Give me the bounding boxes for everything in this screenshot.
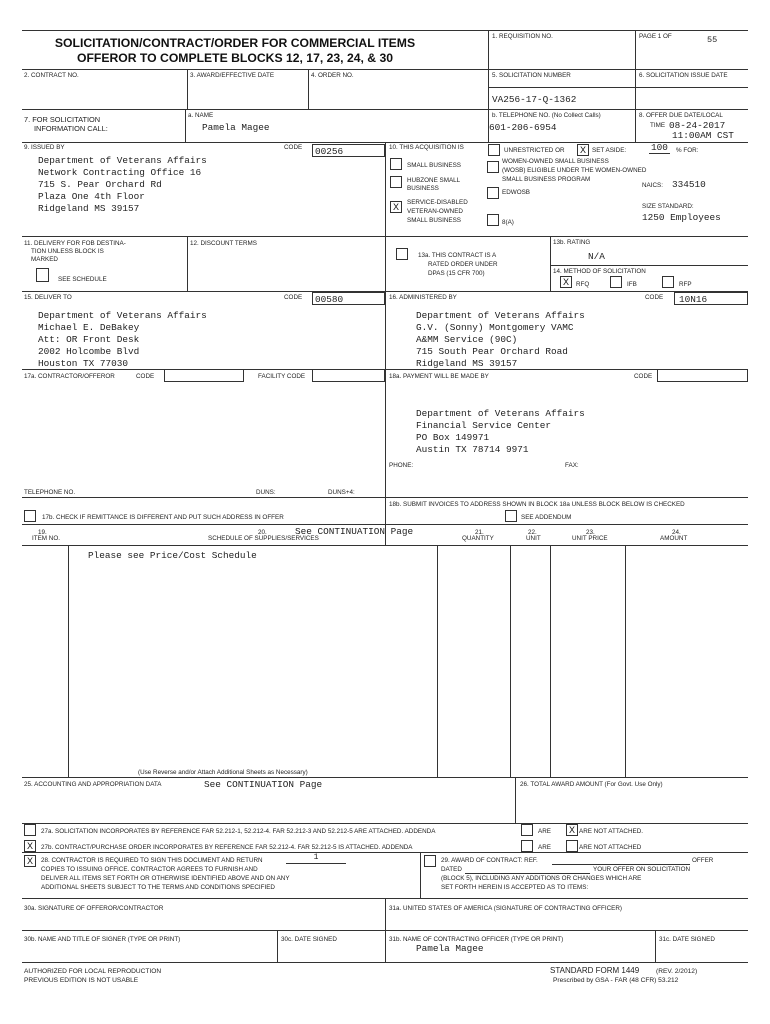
clause-29-offer: OFFER — [692, 857, 714, 864]
clause-28-line2: COPIES TO ISSUING OFFICE. CONTRACTOR AGREES TO FURNISH AND — [41, 866, 258, 873]
eight-a-checkbox[interactable] — [487, 214, 499, 226]
payment-code-label: CODE — [634, 373, 653, 380]
rule — [437, 545, 438, 777]
delivery-label-3: MARKED — [31, 256, 58, 263]
rule — [550, 545, 551, 777]
clause-27b-text: 27b. CONTRACT/PURCHASE ORDER INCORPORATES BY REFERENCE FAR 52.212-4. FAR 52.212-5 IS ATTACHED. ADDENDA — [41, 844, 413, 851]
issue-date-label: 6. SOLICITATION ISSUE DATE — [639, 72, 728, 79]
payment-line: Financial Service Center — [416, 420, 552, 431]
contract-no-label: 2. CONTRACT NO. — [24, 72, 79, 79]
ifb-label: IFB — [627, 281, 637, 288]
clause-27a-are-checkbox[interactable] — [521, 824, 533, 836]
admin-code-value: 10N16 — [679, 294, 708, 305]
footer-edition: PREVIOUS EDITION IS NOT USABLE — [24, 977, 139, 984]
naics-value[interactable]: 334510 — [672, 179, 706, 190]
clause-29-checkbox[interactable] — [424, 855, 436, 867]
rule — [68, 545, 69, 777]
discount-terms-label: 12. DISCOUNT TERMS — [190, 240, 257, 247]
clause-27b-checkbox[interactable]: X — [24, 840, 36, 852]
contracting-officer-name[interactable]: Pamela Magee — [416, 943, 484, 954]
addendum-checkbox[interactable] — [505, 510, 517, 522]
administered-by-line: A&MM Service (90C) — [416, 334, 518, 345]
deliver-to-line: Michael E. DeBakey — [38, 322, 140, 333]
contracting-officer-label: 31b. NAME OF CONTRACTING OFFICER (TYPE OR PRINT) — [389, 936, 564, 943]
edwosb-label: EDWOSB — [502, 189, 530, 196]
clause-29-line2b: YOUR OFFER ON SOLICITATION — [593, 866, 691, 873]
issued-by-line: 715 S. Pear Orchard Rd — [38, 179, 162, 190]
wosb-label-2: (WOSB) ELIGIBLE UNDER THE WOMEN-OWNED — [502, 167, 647, 174]
clause-29-line1: 29. AWARD OF CONTRACT: REF. — [441, 857, 538, 864]
issued-by-line: Ridgeland MS 39157 — [38, 203, 140, 214]
rating-label: 13b. RATING — [553, 239, 591, 246]
facility-code-box[interactable] — [312, 369, 385, 382]
issued-code-value: 00256 — [315, 146, 344, 157]
issued-code-label: CODE — [284, 144, 303, 151]
contractor-code-box[interactable] — [164, 369, 244, 382]
issued-by-label: 9. ISSUED BY — [24, 144, 65, 151]
telephone-label: TELEPHONE NO. — [24, 489, 76, 496]
rfp-checkbox[interactable] — [662, 276, 674, 288]
deliver-to-label: 15. DELIVER TO — [24, 294, 72, 301]
col22-label: UNIT — [526, 535, 541, 542]
delivery-label-1: 11. DELIVERY FOR FOB DESTINA- — [24, 240, 126, 247]
clause-27a-checkbox[interactable] — [24, 824, 36, 836]
administered-by-line: G.V. (Sonny) Montgomery VAMC — [416, 322, 574, 333]
percent-value[interactable]: 100 — [651, 142, 668, 153]
rule — [22, 962, 748, 963]
ifb-checkbox[interactable] — [610, 276, 622, 288]
rule — [22, 823, 748, 824]
naics-label: NAICS: — [642, 182, 663, 189]
col20-value: See CONTINUATION Page — [295, 526, 414, 537]
sdvosb-label-1: SERVICE-DISABLED — [407, 199, 468, 206]
rule — [22, 109, 748, 110]
rated-order-checkbox[interactable] — [396, 248, 408, 260]
rule — [385, 898, 386, 962]
eight-a-label: 8(A) — [502, 219, 514, 226]
rule — [185, 109, 186, 142]
method-label: 14. METHOD OF SOLICITATION — [553, 268, 646, 275]
deliver-to-line: Department of Veterans Affairs — [38, 310, 207, 321]
addendum-label: SEE ADDENDUM — [521, 514, 572, 521]
clause-28-copies[interactable]: 1 — [286, 852, 346, 864]
clause-27a-not-checkbox[interactable]: X — [566, 824, 578, 836]
wosb-label-3: SMALL BUSINESS PROGRAM — [502, 176, 591, 183]
total-award-label: 26. TOTAL AWARD AMOUNT (For Govt. Use Only) — [520, 781, 663, 788]
payment-label: 18a. PAYMENT WILL BE MADE BY — [389, 373, 489, 380]
footer-form-rev: (REV. 2/2012) — [656, 968, 698, 975]
facility-code-label: FACILITY CODE — [258, 373, 306, 380]
col23-label: UNIT PRICE — [572, 535, 608, 542]
deliver-code-box[interactable] — [312, 292, 385, 305]
phone-label: b. TELEPHONE NO. (No Collect Calls) — [492, 112, 601, 119]
rule — [385, 497, 386, 545]
deliver-to-line: Att: OR Front Desk — [38, 334, 140, 345]
clause-28-checkbox[interactable]: X — [24, 855, 36, 867]
signature-30a-label: 30a. SIGNATURE OF OFFEROR/CONTRACTOR — [24, 905, 164, 912]
duns4-label: DUNS+4: — [328, 489, 355, 496]
rfq-checkbox[interactable]: X — [560, 276, 572, 288]
due-label: 8. OFFER DUE DATE/LOCAL — [639, 112, 723, 119]
rated-label-3: DPAS (15 CFR 700) — [428, 270, 485, 277]
contractor-code-label: CODE — [136, 373, 155, 380]
col19-num: 19. — [38, 529, 47, 536]
clause-29-dated: DATED — [441, 866, 462, 873]
admin-code-label: CODE — [645, 294, 664, 301]
solicitation-no-value[interactable]: VA256-17-Q-1362 — [492, 94, 577, 105]
col20-label: SCHEDULE OF SUPPLIES/SERVICES — [208, 535, 319, 542]
col23-num: 23. — [586, 529, 595, 536]
admin-code-box[interactable] — [674, 292, 748, 305]
hubzone-label-2: BUSINESS — [407, 185, 439, 192]
remittance-label: 17b. CHECK IF REMITTANCE IS DIFFERENT AND PUT SUCH ADDRESS IN OFFER — [42, 514, 284, 521]
rule — [385, 142, 386, 497]
footer-prescribed: Prescribed by GSA - FAR (48 CFR) 53.212 — [553, 977, 679, 984]
duns-label: DUNS: — [256, 489, 276, 496]
rule — [308, 69, 309, 109]
rated-label-2: RATED ORDER UNDER — [428, 261, 498, 268]
page-total: 55 — [707, 35, 718, 45]
deliver-code-value: 00580 — [315, 294, 344, 305]
set-aside-label: SET ASIDE: — [592, 147, 627, 154]
rule — [187, 69, 188, 109]
order-no-label: 4. ORDER NO. — [311, 72, 354, 79]
rule — [550, 265, 748, 266]
clause-27a-text: 27a. SOLICITATION INCORPORATES BY REFERENCE FAR 52.212-1, 52.212-4. FAR 52.212-3 AND 52.212-5 ARE ATTACHED. ADDENDA — [41, 828, 436, 835]
issued-by-line: Department of Veterans Affairs — [38, 155, 207, 166]
administered-by-line: 715 South Pear Orchard Road — [416, 346, 568, 357]
schedule-body-text: Please see Price/Cost Schedule — [88, 550, 257, 561]
small-business-label: SMALL BUSINESS — [407, 162, 462, 169]
sdvosb-label-3: SMALL BUSINESS — [407, 217, 462, 224]
clause-27b-not: ARE NOT ATTACHED — [579, 844, 642, 851]
payment-phone-label: PHONE: — [389, 462, 414, 469]
hubzone-checkbox[interactable] — [390, 176, 402, 188]
rule — [465, 873, 590, 874]
rated-label-1: 13a. THIS CONTRACT IS A — [418, 252, 497, 259]
reverse-note: (Use Reverse and/or Attach Additional Sheets as Necessary) — [138, 769, 308, 776]
col20-num: 20. — [258, 529, 267, 536]
rule — [515, 777, 516, 823]
rfp-label: RFP — [679, 281, 692, 288]
signer-name-label: 30b. NAME AND TITLE OF SIGNER (TYPE OR PRINT) — [24, 936, 181, 943]
clause-28-line4: ADDITIONAL SHEETS SUBJECT TO THE TERMS AND CONDITIONS SPECIFIED — [41, 884, 275, 891]
rule — [22, 69, 748, 70]
col24-num: 24. — [672, 529, 681, 536]
sdvosb-checkbox[interactable]: X — [390, 201, 402, 213]
rule — [277, 930, 278, 962]
page-label: PAGE 1 OF — [639, 33, 672, 40]
award-date-label: 3. AWARD/EFFECTIVE DATE — [190, 72, 275, 79]
rule — [22, 852, 748, 853]
clause-27a-are: ARE — [538, 828, 551, 835]
payment-line: PO Box 149971 — [416, 432, 490, 443]
percent-label: % FOR: — [676, 147, 699, 154]
clause-27a-not: ARE NOT ATTACHED. — [579, 828, 644, 835]
unrestricted-label: UNRESTRICTED OR — [504, 147, 565, 154]
solicitation-no-label: 5. SOLICITATION NUMBER — [492, 72, 571, 79]
accounting-label: 25. ACCOUNTING AND APPROPRIATION DATA — [24, 781, 162, 788]
col21-num: 21. — [475, 529, 484, 536]
rule — [552, 864, 690, 865]
wosb-label-1: WOMEN-OWNED SMALL BUSINESS — [502, 158, 609, 165]
payment-line: Department of Veterans Affairs — [416, 408, 585, 419]
col24-label: AMOUNT — [660, 535, 688, 542]
rule — [488, 87, 748, 88]
rfq-label: RFQ — [576, 281, 590, 288]
see-schedule-checkbox[interactable] — [36, 268, 49, 282]
deliver-to-line: Houston TX 77030 — [38, 358, 129, 369]
footer-reproduction: AUTHORIZED FOR LOCAL REPRODUCTION — [24, 968, 162, 975]
unrestricted-checkbox[interactable] — [488, 144, 500, 156]
date-signed-30c-label: 30c. DATE SIGNED — [281, 936, 337, 943]
due-date[interactable]: 08-24-2017 — [669, 120, 726, 131]
remittance-checkbox[interactable] — [24, 510, 36, 522]
rule — [420, 852, 421, 898]
set-aside-checkbox[interactable]: X — [577, 144, 589, 156]
payment-line: Austin TX 78714 9971 — [416, 444, 529, 455]
footer-form-name: STANDARD FORM 1449 — [550, 966, 640, 975]
deliver-to-line: 2002 Holcombe Blvd — [38, 346, 140, 357]
due-time[interactable]: 11:00AM CST — [672, 130, 734, 141]
rule — [22, 545, 748, 546]
form-title-line2: OFFEROR TO COMPLETE BLOCKS 12, 17, 23, 24, & 30 — [76, 51, 394, 65]
edwosb-checkbox[interactable] — [487, 187, 499, 199]
hubzone-label-1: HUBZONE SMALL — [407, 177, 461, 184]
administered-by-line: Ridgeland MS 39157 — [416, 358, 518, 369]
requisition-label: 1. REQUISITION NO. — [492, 33, 553, 40]
info-call-label-2: INFORMATION CALL: — [34, 124, 108, 133]
contact-phone[interactable]: 601-206-6954 — [489, 122, 557, 133]
clause-29-line4: SET FORTH HEREIN IS ACCEPTED AS TO ITEMS: — [441, 884, 589, 891]
name-label: a. NAME — [188, 112, 214, 119]
delivery-label-2: TION UNLESS BLOCK IS — [31, 248, 104, 255]
clause-27b-are: ARE — [538, 844, 551, 851]
time-label: TIME — [650, 122, 666, 129]
payment-code-box[interactable] — [657, 369, 748, 382]
form-title-line1: SOLICITATION/CONTRACT/ORDER FOR COMMERCIAL ITEMS — [54, 36, 416, 50]
issued-code-box[interactable] — [312, 144, 385, 157]
rule — [655, 930, 656, 962]
rule — [22, 30, 748, 31]
administered-by-line: Department of Veterans Affairs — [416, 310, 585, 321]
col22-num: 22. — [528, 529, 537, 536]
deliver-code-label: CODE — [284, 294, 303, 301]
rule — [625, 545, 626, 777]
contractor-label: 17a. CONTRACTOR/OFFEROR — [24, 373, 115, 380]
clause-28-line3: DELIVER ALL ITEMS SET FORTH OR OTHERWISE IDENTIFIED ABOVE AND ON ANY — [41, 875, 290, 882]
issued-by-line: Plaza One 4th Floor — [38, 191, 145, 202]
sdvosb-label-2: VETERAN-OWNED — [407, 208, 463, 215]
rule — [635, 30, 636, 142]
col19-label: ITEM NO. — [32, 535, 60, 542]
submit-invoices-label: 18b. SUBMIT INVOICES TO ADDRESS SHOWN IN BLOCK 18a UNLESS BLOCK BELOW IS CHECKED — [389, 501, 685, 508]
signature-31a-label: 31a. UNITED STATES OF AMERICA (SIGNATURE OF CONTRACTING OFFICER) — [389, 905, 623, 912]
rule — [550, 236, 551, 291]
contact-name[interactable]: Pamela Magee — [202, 122, 270, 133]
clause-28-line1: 28. CONTRACTOR IS REQUIRED TO SIGN THIS DOCUMENT AND RETURN — [41, 857, 263, 864]
rule — [22, 777, 748, 778]
clause-29-line3: (BLOCK 5), INCLUDING ANY ADDITIONS OR CHANGES WHICH ARE — [441, 875, 642, 882]
rating-value[interactable]: N/A — [588, 251, 605, 262]
small-business-checkbox[interactable] — [390, 158, 402, 170]
accounting-value: See CONTINUATION Page — [204, 779, 323, 790]
rule — [510, 545, 511, 777]
rule — [187, 236, 188, 291]
wosb-checkbox[interactable] — [487, 161, 499, 173]
date-signed-31c-label: 31c. DATE SIGNED — [659, 936, 715, 943]
clause-27b-are-checkbox[interactable] — [521, 840, 533, 852]
issued-by-line: Network Contracting Office 16 — [38, 167, 202, 178]
size-standard-value[interactable]: 1250 Employees — [642, 212, 721, 223]
administered-by-label: 16. ADMINISTERED BY — [389, 294, 457, 301]
info-call-label-1: 7. FOR SOLICITATION — [24, 115, 101, 124]
col21-label: QUANTITY — [462, 535, 494, 542]
see-schedule-label: SEE SCHEDULE — [58, 276, 107, 283]
clause-27b-not-checkbox[interactable] — [566, 840, 578, 852]
size-standard-label: SIZE STANDARD: — [642, 203, 694, 210]
acquisition-label: 10. THIS ACQUISITION IS — [389, 144, 464, 151]
payment-fax-label: FAX: — [565, 462, 579, 469]
